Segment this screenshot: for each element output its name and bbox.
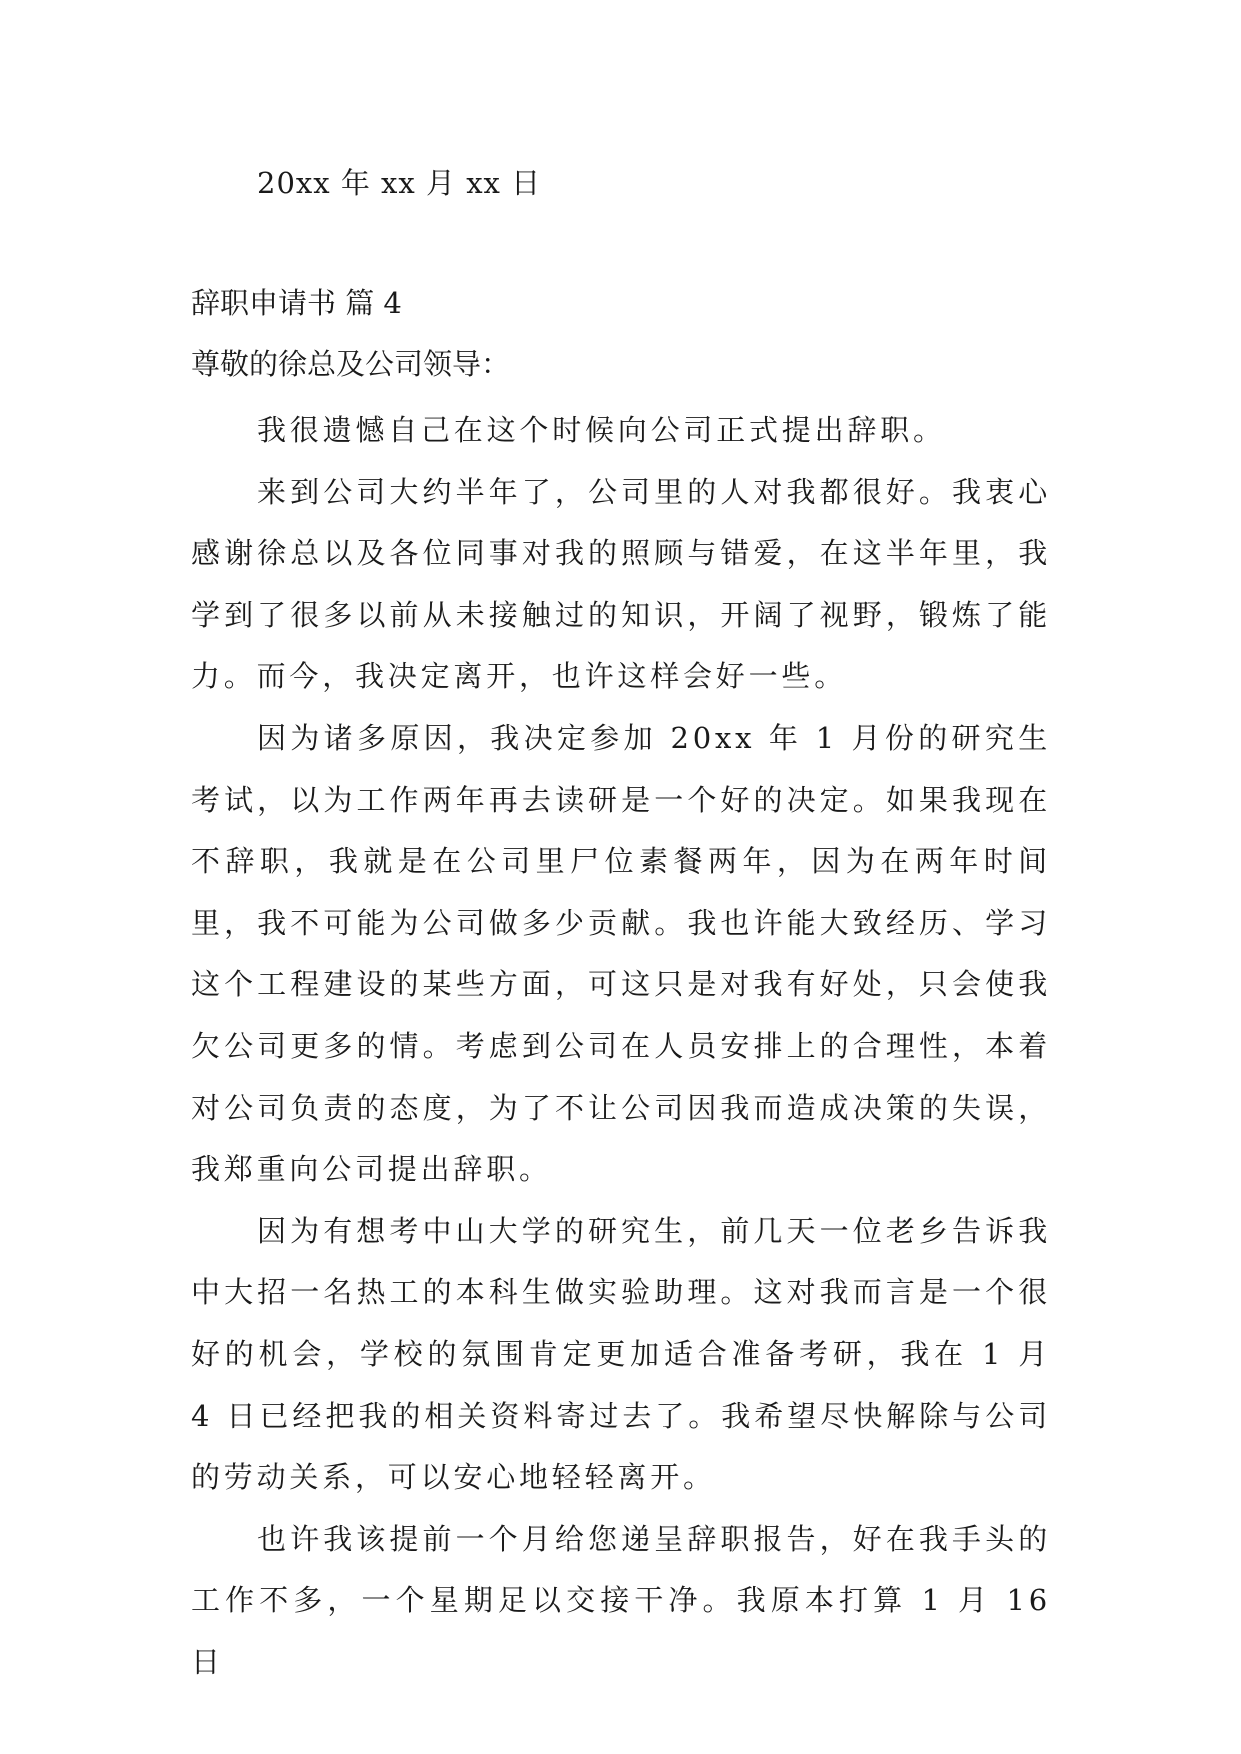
letter-body bbox=[191, 400, 1051, 1693]
paragraph-5: 也许我该提前一个月给您递呈辞职报告，好在我手头的工作不多，一个星期足以交接干净。我原本打算 1 月 16 日 bbox=[191, 1521, 1051, 1679]
letter-title: 辞职申请书 篇 4 bbox=[191, 286, 402, 320]
paragraph-2: 来到公司大约半年了，公司里的人对我都很好。我衷心感谢徐总以及各位同事对我的照顾与错爱，在这半年里，我学到了很多以前从未接触过的知识，开阔了视野，锻炼了能力。而今，我决定离开，也许这样会好一些。 bbox=[191, 474, 1051, 694]
paragraph-1: 我很遗憾自己在这个时候向公司正式提出辞职。 bbox=[257, 413, 946, 447]
letter-date: 20xx 年 xx 月 xx 日 bbox=[257, 166, 542, 200]
letter-salutation: 尊敬的徐总及公司领导： bbox=[191, 347, 511, 381]
paragraph-3: 因为诸多原因，我决定参加 20xx 年 1 月份的研究生考试，以为工作两年再去读研是一个好的决定。如果我现在不辞职，我就是在公司里尸位素餐两年，因为在两年时间里，我不可能为公司做多少贡献。我也许能大致经历、学习这个工程建设的某些方面，可这只是对我有好处，只会使我欠公司更多的情。考虑到公司在人员安排上的合理性，本着对公司负责的态度，为了不让公司因我而造成决策的失误，我郑重向公司提出辞职。 bbox=[191, 720, 1051, 1187]
paragraph-4: 因为有想考中山大学的研究生，前几天一位老乡告诉我中大招一名热工的本科生做实验助理。这对我而言是一个很好的机会，学校的氛围肯定更加适合准备考研，我在 1 月 4 日已经把我的相关资料寄过去了。我希望尽快解除与公司的劳动关系，可以安心地轻轻离开。 bbox=[191, 1213, 1051, 1495]
